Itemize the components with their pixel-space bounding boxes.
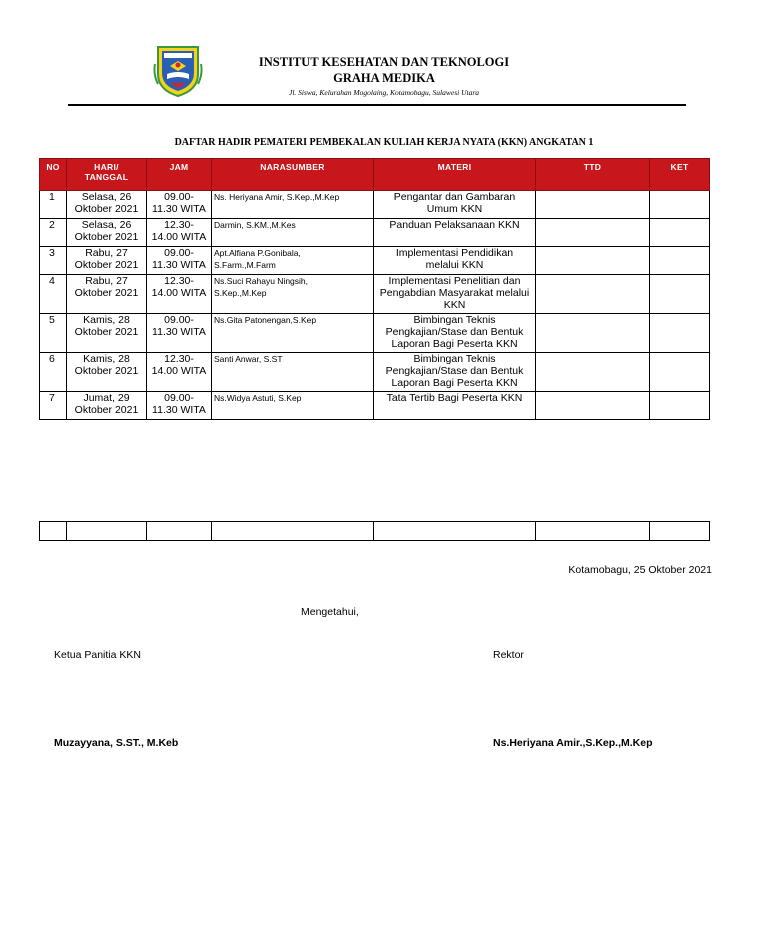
- cell-material: Bimbingan Teknis Pengkajian/Stase dan Bentuk Laporan Bagi Peserta KKN: [374, 353, 536, 392]
- table-row: [40, 247, 710, 275]
- blank-table-row: [39, 521, 710, 541]
- header-jam: JAM: [147, 159, 212, 191]
- cell-speaker: Santi Anwar, S.ST: [212, 353, 374, 392]
- header-materi: MATERI: [374, 159, 536, 191]
- cell-note: [650, 191, 710, 219]
- cell-signature: [536, 392, 650, 420]
- cell-date: Rabu, 27 Oktober 2021: [67, 247, 147, 275]
- blank-cell: [212, 522, 374, 541]
- cell-time: 09.00- 11.30 WITA: [147, 247, 212, 275]
- institution-shield-logo-icon: [152, 44, 204, 98]
- cell-date: Kamis, 28 Oktober 2021: [67, 353, 147, 392]
- cell-time: 12.30- 14.00 WITA: [147, 275, 212, 314]
- cell-material: Bimbingan Teknis Pengkajian/Stase dan Bentuk Laporan Bagi Peserta KKN: [374, 314, 536, 353]
- cell-speaker: Darmin, S.KM.,M.Kes: [212, 219, 374, 247]
- cell-time: 12.30- 14.00 WITA: [147, 219, 212, 247]
- cell-no: 4: [40, 275, 67, 314]
- cell-material: Pengantar dan Gambaran Umum KKN: [374, 191, 536, 219]
- cell-speaker: Ns.Gita Patonengan,S.Kep: [212, 314, 374, 353]
- cell-no: 1: [40, 191, 67, 219]
- cell-speaker: Ns. Heriyana Amir, S.Kep.,M.Kep: [212, 191, 374, 219]
- cell-note: [650, 247, 710, 275]
- cell-speaker: Ns.Widya Astuti, S.Kep: [212, 392, 374, 420]
- cell-signature: [536, 275, 650, 314]
- cell-time: 09.00- 11.30 WITA: [147, 314, 212, 353]
- header-hari-tanggal: HARI/ TANGGAL: [67, 159, 147, 191]
- header-ket: KET: [650, 159, 710, 191]
- left-signer-role: Ketua Panitia KKN: [54, 649, 141, 661]
- cell-no: 3: [40, 247, 67, 275]
- cell-note: [650, 219, 710, 247]
- institution-address: Jl. Siswa, Kelurahan Mogolaing, Kotamobagu, Sulawesi Utara: [288, 88, 479, 97]
- institution-name: INSTITUT KESEHATAN DAN TEKNOLOGI: [258, 55, 510, 69]
- cell-time: 12.30- 14.00 WITA: [147, 353, 212, 392]
- cell-time: 09.00- 11.30 WITA: [147, 392, 212, 420]
- table-row: [40, 275, 710, 314]
- blank-cell: [40, 522, 67, 541]
- table-row: [40, 353, 710, 392]
- attendance-table: [39, 158, 710, 420]
- cell-no: 2: [40, 219, 67, 247]
- cell-date: Selasa, 26 Oktober 2021: [67, 191, 147, 219]
- cell-material: Tata Tertib Bagi Peserta KKN: [374, 392, 536, 420]
- cell-date: Kamis, 28 Oktober 2021: [67, 314, 147, 353]
- cell-time: 09.00- 11.30 WITA: [147, 191, 212, 219]
- table-row: [40, 314, 710, 353]
- cell-signature: [536, 353, 650, 392]
- right-signer-role: Rektor: [493, 649, 524, 661]
- table-row: [40, 219, 710, 247]
- institution-subtitle: GRAHA MEDIKA: [333, 71, 435, 85]
- header-narasumber: NARASUMBER: [212, 159, 374, 191]
- blank-cell: [147, 522, 212, 541]
- cell-note: [650, 392, 710, 420]
- table-header-row: [40, 159, 710, 191]
- cell-signature: [536, 314, 650, 353]
- left-signer-name: Muzayyana, S.ST., M.Keb: [54, 737, 179, 749]
- header-ttd: TTD: [536, 159, 650, 191]
- cell-no: 5: [40, 314, 67, 353]
- header-no: NO: [40, 159, 67, 191]
- cell-signature: [536, 219, 650, 247]
- cell-material: Implementasi Penelitian dan Pengabdian Masyarakat melalui KKN: [374, 275, 536, 314]
- blank-cell: [374, 522, 536, 541]
- document-title: DAFTAR HADIR PEMATERI PEMBEKALAN KULIAH KERJA NYATA (KKN) ANGKATAN 1: [174, 137, 594, 148]
- cell-date: Rabu, 27 Oktober 2021: [67, 275, 147, 314]
- blank-cell: [536, 522, 650, 541]
- header-divider: [68, 104, 686, 106]
- cell-speaker: Apt.Alfiana P.Gonibala, S.Farm.,M.Farm: [212, 247, 374, 275]
- right-signer-name: Ns.Heriyana Amir.,S.Kep.,M.Kep: [493, 737, 653, 749]
- table-row: [40, 191, 710, 219]
- cell-no: 6: [40, 353, 67, 392]
- cell-signature: [536, 247, 650, 275]
- place-date: Kotamobagu, 25 Oktober 2021: [568, 564, 712, 576]
- cell-material: Implementasi Pendidikan melalui KKN: [374, 247, 536, 275]
- blank-cell: [67, 522, 147, 541]
- cell-speaker: Ns.Suci Rahayu Ningsih, S.Kep.,M.Kep: [212, 275, 374, 314]
- cell-date: Jumat, 29 Oktober 2021: [67, 392, 147, 420]
- cell-date: Selasa, 26 Oktober 2021: [67, 219, 147, 247]
- table-row: [40, 392, 710, 420]
- cell-note: [650, 353, 710, 392]
- cell-no: 7: [40, 392, 67, 420]
- cell-note: [650, 275, 710, 314]
- cell-signature: [536, 191, 650, 219]
- acknowledged-label: Mengetahui,: [301, 606, 359, 618]
- blank-cell: [650, 522, 710, 541]
- cell-note: [650, 314, 710, 353]
- table-row: [40, 522, 710, 541]
- cell-material: Panduan Pelaksanaan KKN: [374, 219, 536, 247]
